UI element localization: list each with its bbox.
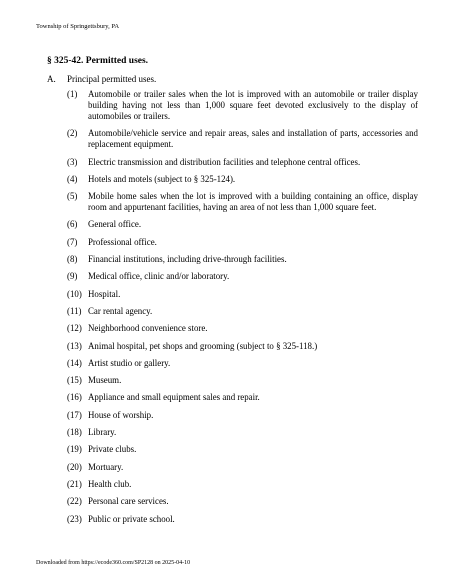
list-item (67, 410, 418, 421)
item-number: (20) (67, 461, 82, 472)
item-number: (1) (67, 89, 78, 99)
list-item (67, 237, 418, 248)
item-text: Mobile home sales when the lot is improved with a building containing an office, display room and appurtenant facilities, having an area of not less than 1,000 square feet. (88, 191, 418, 213)
item-number: (7) (67, 236, 78, 247)
list-item (67, 306, 418, 317)
item-number: (10) (67, 288, 82, 299)
list-item (67, 174, 418, 185)
item-text: Automobile/vehicle service and repair areas, sales and installation of parts, accessories and replacement equipment. (88, 128, 418, 150)
item-text: Professional office. (88, 236, 157, 247)
list-item (67, 462, 418, 473)
item-number: (15) (67, 375, 82, 386)
subsection-heading (47, 74, 156, 85)
item-number: (11) (67, 305, 82, 316)
list-item (67, 271, 418, 282)
item-number: (12) (67, 323, 82, 334)
list-item (67, 444, 418, 455)
item-text: Library. (88, 427, 117, 438)
item-number: (22) (67, 496, 82, 507)
item-number: (13) (67, 340, 82, 351)
item-number: (3) (67, 156, 78, 167)
item-text: Artist studio or gallery. (88, 357, 171, 368)
list-item (67, 392, 418, 403)
item-text: Health club. (88, 478, 132, 489)
item-text: Mortuary. (88, 461, 124, 472)
item-text: Appliance and small equipment sales and repair. (88, 392, 260, 403)
item-number: (23) (67, 513, 82, 524)
item-number: (19) (67, 444, 82, 455)
item-number: (2) (67, 128, 78, 139)
item-text: Automobile or trailer sales when the lot is improved with an automobile or trailer display building having not less than 1,000 square feet devoted exclusively to the display of automobiles or trailers. (88, 89, 418, 121)
section-heading: § 325-42. Permitted uses. (47, 56, 149, 66)
item-number: (21) (67, 478, 82, 489)
list-item (67, 191, 418, 213)
item-text: Financial institutions, including drive-through facilities. (88, 254, 287, 265)
list-item (67, 427, 418, 438)
item-number: (5) (67, 191, 78, 202)
item-text: House of worship. (88, 409, 154, 420)
item-text: Private clubs. (88, 444, 137, 455)
item-text: Museum. (88, 375, 122, 386)
item-text: Electric transmission and distribution facilities and telephone central offices. (88, 156, 361, 167)
item-number: (8) (67, 254, 78, 265)
list-item (67, 89, 418, 122)
list-item (67, 157, 418, 168)
list-item (67, 323, 418, 334)
list-item (67, 514, 418, 525)
list-item (67, 358, 418, 369)
list-item (67, 128, 418, 150)
item-text: Medical office, clinic and/or laboratory. (88, 271, 230, 282)
item-text: Animal hospital, pet shops and grooming (subject to § 325-118.) (88, 340, 318, 351)
list-item (67, 254, 418, 265)
item-number: (17) (67, 409, 82, 420)
list-item (67, 479, 418, 490)
item-text: Public or private school. (88, 513, 175, 524)
item-text: Neighborhood convenience store. (88, 323, 208, 334)
permitted-uses-list (67, 89, 418, 531)
subsection-title: Principal permitted uses. (67, 74, 157, 84)
item-text: Hospital. (88, 288, 121, 299)
item-number: (16) (67, 392, 82, 403)
list-item (67, 496, 418, 507)
item-text: Hotels and motels (subject to § 325-124). (88, 173, 236, 184)
page-header: Township of Springettsbury, PA (36, 23, 120, 30)
item-number: (14) (67, 357, 82, 368)
item-text: Personal care services. (88, 496, 169, 507)
item-text: Car rental agency. (88, 305, 153, 316)
item-text: General office. (88, 219, 142, 230)
download-footer: Downloaded from https://ecode360.com/SP2128 on 2025-04-10 (36, 560, 191, 566)
item-number: (4) (67, 173, 78, 184)
subsection-letter: A. (47, 74, 56, 84)
list-item (67, 289, 418, 300)
list-item (67, 219, 418, 230)
item-number: (6) (67, 219, 78, 230)
list-item (67, 341, 418, 352)
item-number: (18) (67, 427, 82, 438)
list-item (67, 375, 418, 386)
item-number: (9) (67, 271, 78, 282)
